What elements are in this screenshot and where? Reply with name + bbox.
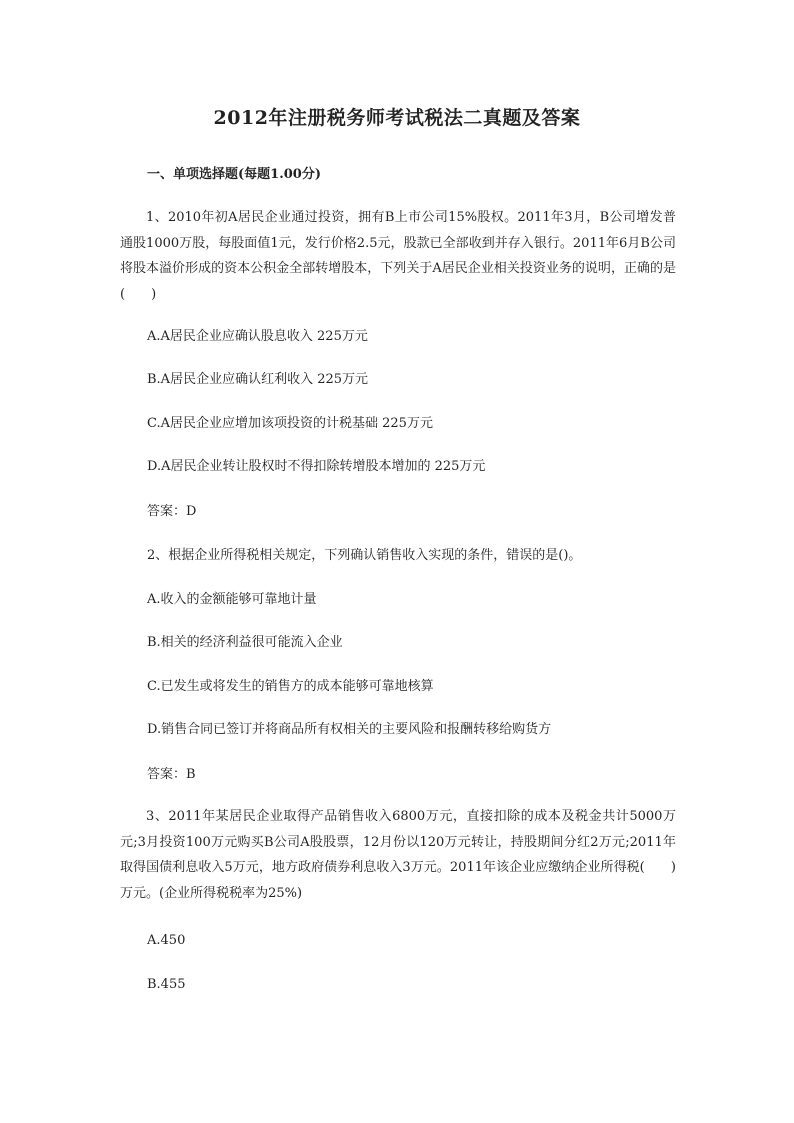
question-3-stem: 3、2011年某居民企业取得产品销售收入6800万元，直接扣除的成本及税金共计5000万元;3月投资100万元购买B公司A股股票，12月份以120万元转让，持股期间分红2万元;2011年取得国债利息收入5万元，地方政府债券利息收入3万元。2011年该企业应缴纳企业所得税( )万元。(企业所得税税率为25%)	[120, 809, 676, 901]
question-2-option-d: D.销售合同已签订并将商品所有权相关的主要风险和报酬转移给购货方	[147, 722, 552, 737]
question-3-option-b: B.455	[147, 977, 186, 992]
question-2-option-b: B.相关的经济利益很可能流入企业	[147, 635, 343, 650]
document-title: 2012年注册税务师考试税法二真题及答案	[213, 107, 581, 129]
question-2-option-a: A.收入的金额能够可靠地计量	[147, 592, 317, 607]
question-1-option-c: C.A居民企业应增加该项投资的计税基础 225万元	[147, 416, 433, 431]
question-2-stem: 2、根据企业所得税相关规定，下列确认销售收入实现的条件，错误的是()。	[147, 548, 582, 563]
question-3-option-a: A.450	[147, 933, 186, 948]
question-1-stem: 1、2010年初A居民企业通过投资，拥有B上市公司15%股权。2011年3月，B公司增发普通股1000万股，每股面值1元，发行价格2.5元，股款已全部收到并存入银行。2011年6月B公司将股本溢价形成的资本公积金全部转增股本，下列关于A居民企业相关投资业务的说明，正确的是( )	[120, 210, 676, 302]
question-2-answer: 答案：B	[147, 767, 196, 782]
question-2-option-c: C.已发生或将发生的销售方的成本能够可靠地核算	[147, 679, 434, 694]
question-1-option-b: B.A居民企业应确认红利收入 225万元	[147, 372, 369, 387]
question-1-option-a: A.A居民企业应确认股息收入 225万元	[147, 329, 368, 344]
question-1-option-d: D.A居民企业转让股权时不得扣除转增股本增加的 225万元	[147, 459, 486, 474]
section-heading: 一、单项选择题(每题1.00分)	[147, 167, 321, 182]
question-1-answer: 答案：D	[147, 504, 197, 519]
